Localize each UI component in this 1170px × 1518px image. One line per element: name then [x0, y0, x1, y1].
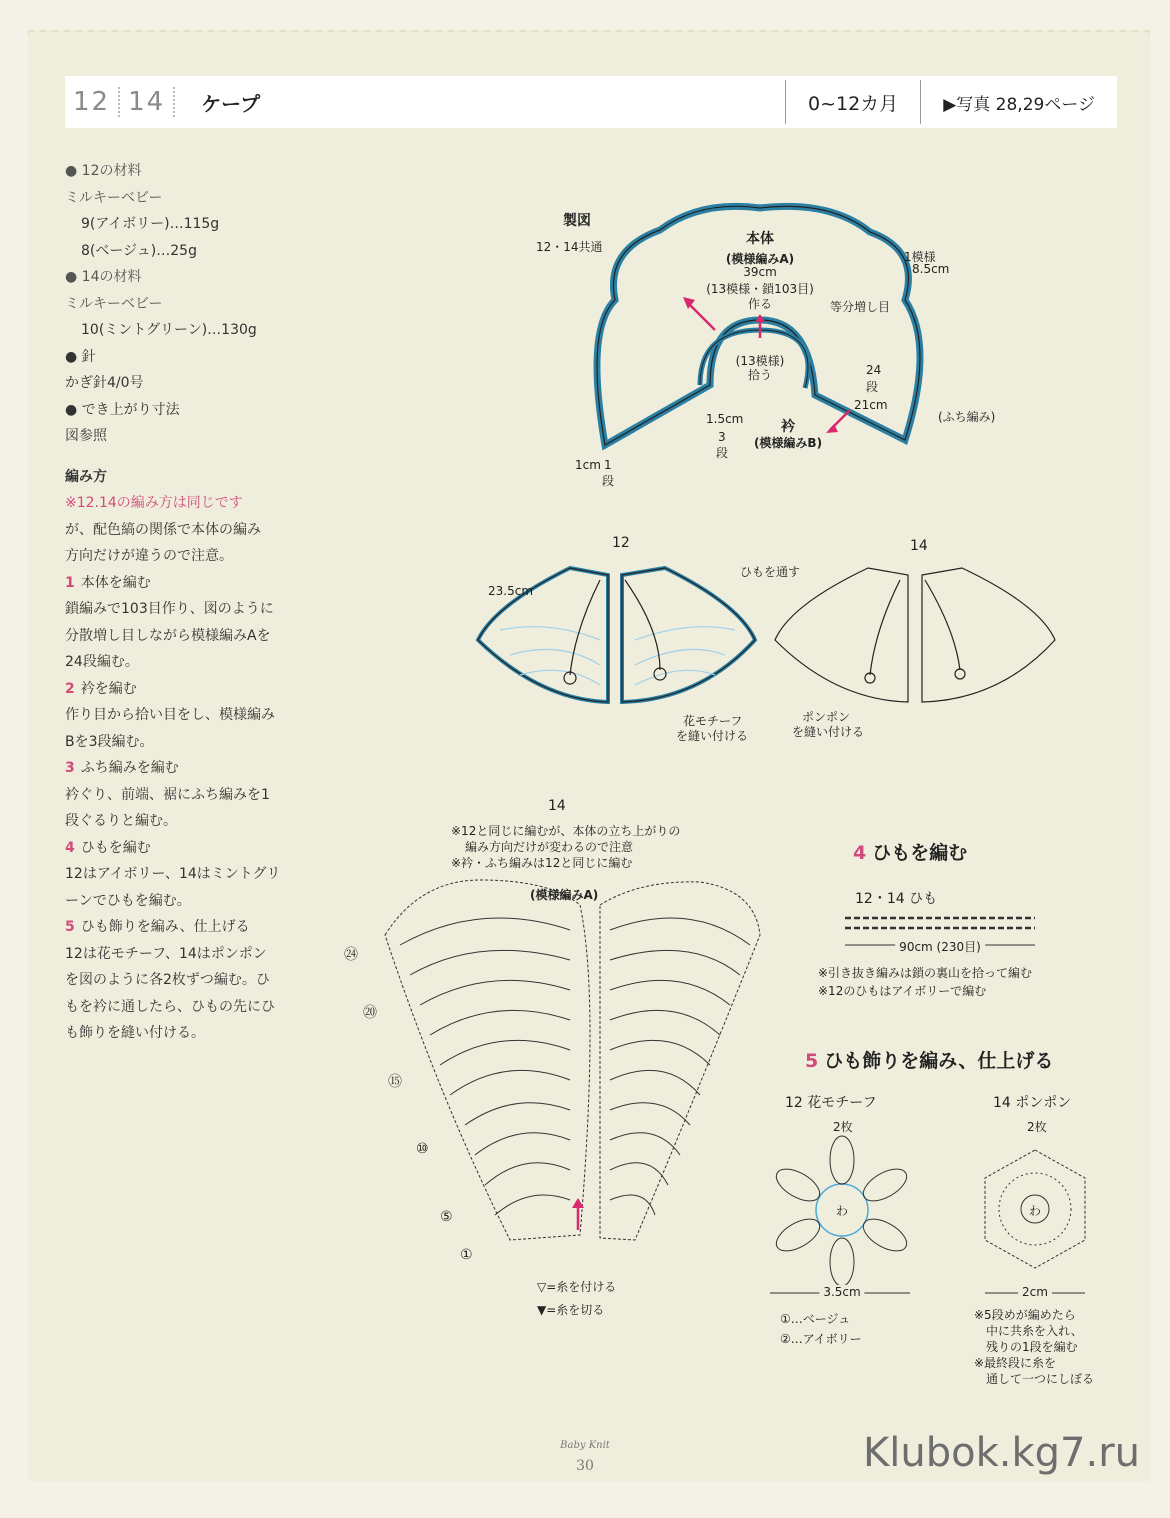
chart-14-note-3: ※衿・ふち編みは12と同じに編む	[451, 856, 633, 870]
howto-intro-3: 方向だけが違うので注意。	[65, 548, 233, 564]
pompom-chart	[985, 1150, 1085, 1293]
flower-width: 3.5cm	[819, 1285, 864, 1299]
edge-rows: 1	[604, 458, 612, 472]
rows-24-dan: 段	[866, 380, 879, 394]
step-5-line: もを衿に通したら、ひもの先にひ	[65, 998, 275, 1015]
width-39: 39cm	[743, 265, 777, 279]
step-1-line: 鎖編みで103目作り、図のように	[65, 601, 274, 617]
pompom-note-2: 中に共糸を入れ、	[986, 1324, 1083, 1338]
attach-yarn-legend: ▽=糸を付ける	[537, 1280, 617, 1294]
needle-size: かぎ針4/0号	[65, 375, 144, 391]
cape-12-number: 12	[612, 535, 630, 551]
collar-label: 衿	[781, 419, 795, 435]
pick-label: 拾う	[747, 368, 773, 382]
rows-note: (13模様・鎖103目)	[706, 282, 814, 296]
pattern-number-14: 14	[120, 87, 175, 117]
pick-13-label: (13模様)	[735, 354, 785, 368]
pattern-b-label: (模様編みB)	[753, 436, 823, 450]
crochet-chart-14	[385, 880, 760, 1240]
cord-length: 90cm (230目)	[895, 938, 985, 955]
row-20-marker: ⑳	[363, 1005, 377, 1021]
step-4-title: 4 ひもを編む	[65, 839, 151, 856]
materials-12-yarn: ミルキーベビー	[65, 189, 163, 206]
row-10-marker: ⑩	[416, 1141, 429, 1157]
flower-count: 2枚	[833, 1120, 853, 1134]
step-5-line: も飾りを縫い付ける。	[65, 1025, 205, 1041]
photo-reference: ▶写真 28,29ページ	[943, 94, 1095, 115]
cord-through-label: ひもを通す	[740, 565, 801, 579]
pattern-number-12: 12	[65, 87, 120, 117]
step-4-line: ーンでひもを編む。	[65, 892, 191, 909]
edge-label: (ふち編み)	[938, 410, 996, 424]
width-85: 8.5cm	[912, 262, 950, 276]
step-4-heading: 4 ひもを編む	[853, 842, 968, 864]
step-3-line: 段ぐるりと編む。	[65, 813, 177, 829]
pompom-sew-label: を縫い付ける	[792, 725, 865, 739]
schematic-title: 製図	[563, 213, 591, 229]
materials-14-yarn: ミルキーベビー	[65, 295, 163, 312]
pompom-count: 2枚	[1027, 1120, 1047, 1134]
flower-sew-label: を縫い付ける	[676, 729, 749, 743]
needle-heading: ● 針	[65, 344, 325, 371]
step-2-line: 作り目から拾い目をし、模様編み	[65, 707, 275, 723]
pompom-label: ポンポン	[802, 710, 851, 724]
step-2-title: 2 衿を編む	[65, 680, 137, 697]
step-1-line: 24段編む。	[65, 654, 139, 670]
row-15-marker: ⑮	[388, 1074, 402, 1090]
chart-14-number: 14	[548, 798, 566, 814]
step-4-line: 12はアイボリー、14はミントグリ	[65, 866, 281, 882]
pattern-a-label: (模様編みA)	[725, 252, 795, 266]
size-value: 図参照	[65, 428, 107, 444]
age-range: 0~12カ月	[785, 80, 921, 124]
flower-label: 花モチーフ	[683, 714, 743, 728]
rows-24: 24	[866, 363, 882, 377]
pompom-ring-label: わ	[1028, 1204, 1042, 1218]
flower-ring-label: わ	[835, 1204, 849, 1218]
cut-yarn-legend: ▼=糸を切る	[537, 1303, 605, 1317]
pompom-title: 14 ポンポン	[993, 1095, 1072, 1111]
step-5-heading: 5 ひも飾りを編み、仕上げる	[805, 1050, 1054, 1072]
chart-14-pattern-a: (模様編みA)	[530, 888, 599, 902]
row-24-marker: ㉔	[344, 947, 358, 963]
cord-note-1: ※引き抜き編みは鎖の裏山を拾って編む	[818, 966, 1033, 980]
page-title: ケープ	[201, 91, 261, 116]
one-pattern-label: 1模様	[904, 250, 936, 264]
height-21: 21cm	[854, 398, 888, 412]
materials-12-color-a: 9(アイボリー)…115g	[81, 216, 220, 232]
size-heading: ● でき上がり寸法	[65, 397, 325, 424]
make-label: 作る	[747, 297, 773, 311]
flower-color-1: ①…ベージュ	[780, 1312, 851, 1326]
cape-width: 23.5cm	[488, 584, 534, 598]
edge-rows-dan: 段	[602, 474, 615, 488]
magazine-name: Baby Knit	[560, 1440, 610, 1451]
edge-width: 1cm	[575, 458, 601, 472]
page-number: 30	[576, 1458, 594, 1474]
flower-color-2: ②…アイボリー	[780, 1332, 862, 1346]
step-1-line: 分散増し目しながら模様編みAを	[65, 627, 271, 644]
howto-heading: 編み方	[65, 468, 107, 485]
pompom-note-3: 残りの1段を編む	[986, 1340, 1078, 1354]
increase-label: 等分増し目	[830, 300, 891, 314]
step-5-line: を図のように各2枚ずつ編む。ひ	[65, 972, 270, 988]
cord-note-2: ※12のひもはアイボリーで編む	[818, 984, 987, 998]
step-3-line: 衿ぐり、前端、裾にふち編みを1	[65, 786, 270, 803]
schematic-common: 12・14共通	[536, 240, 603, 254]
chart-14-note-1: ※12と同じに編むが、本体の立ち上がりの	[451, 824, 681, 838]
collar-rows: 3	[718, 430, 726, 444]
row-5-marker: ⑤	[440, 1209, 453, 1225]
materials-14-heading: ● 14の材料	[65, 264, 325, 291]
pompom-note-5: 通して一つにしぼる	[986, 1372, 1095, 1386]
chart-14-note-2: 編み方向だけが変わるので注意	[465, 840, 634, 854]
cape-14-drawing	[775, 568, 1055, 702]
materials-12-heading: ● 12の材料	[65, 158, 325, 185]
pompom-note-1: ※5段めが編めたら	[974, 1308, 1076, 1322]
row-1-marker: ①	[460, 1247, 473, 1263]
step-5-title: 5 ひも飾りを編み、仕上げる	[65, 919, 250, 935]
collar-height: 1.5cm	[706, 412, 744, 426]
step-3-title: 3 ふち編みを編む	[65, 760, 179, 776]
materials-14-color: 10(ミントグリーン)…130g	[81, 322, 257, 338]
howto-intro-1: ※12.14の編み方は同じです	[65, 495, 243, 511]
pompom-width: 2cm	[1018, 1285, 1052, 1299]
step-5-line: 12は花モチーフ、14はポンポン	[65, 945, 267, 962]
howto-intro-2: が、配色縞の関係で本体の編み	[65, 521, 261, 538]
collar-rows-dan: 段	[716, 446, 729, 460]
body-label: 本体	[746, 231, 774, 247]
pompom-note-4: ※最終段に糸を	[974, 1356, 1057, 1370]
cape-14-number: 14	[910, 538, 928, 554]
watermark: Klubok.kg7.ru	[863, 1430, 1140, 1476]
materials-12-color-b: 8(ベージュ)…25g	[81, 242, 197, 259]
cord-subtitle: 12・14 ひも	[855, 891, 938, 907]
step-2-line: Bを3段編む。	[65, 733, 154, 750]
step-1-title: 1 本体を編む	[65, 574, 151, 591]
flower-title: 12 花モチーフ	[785, 1095, 877, 1111]
